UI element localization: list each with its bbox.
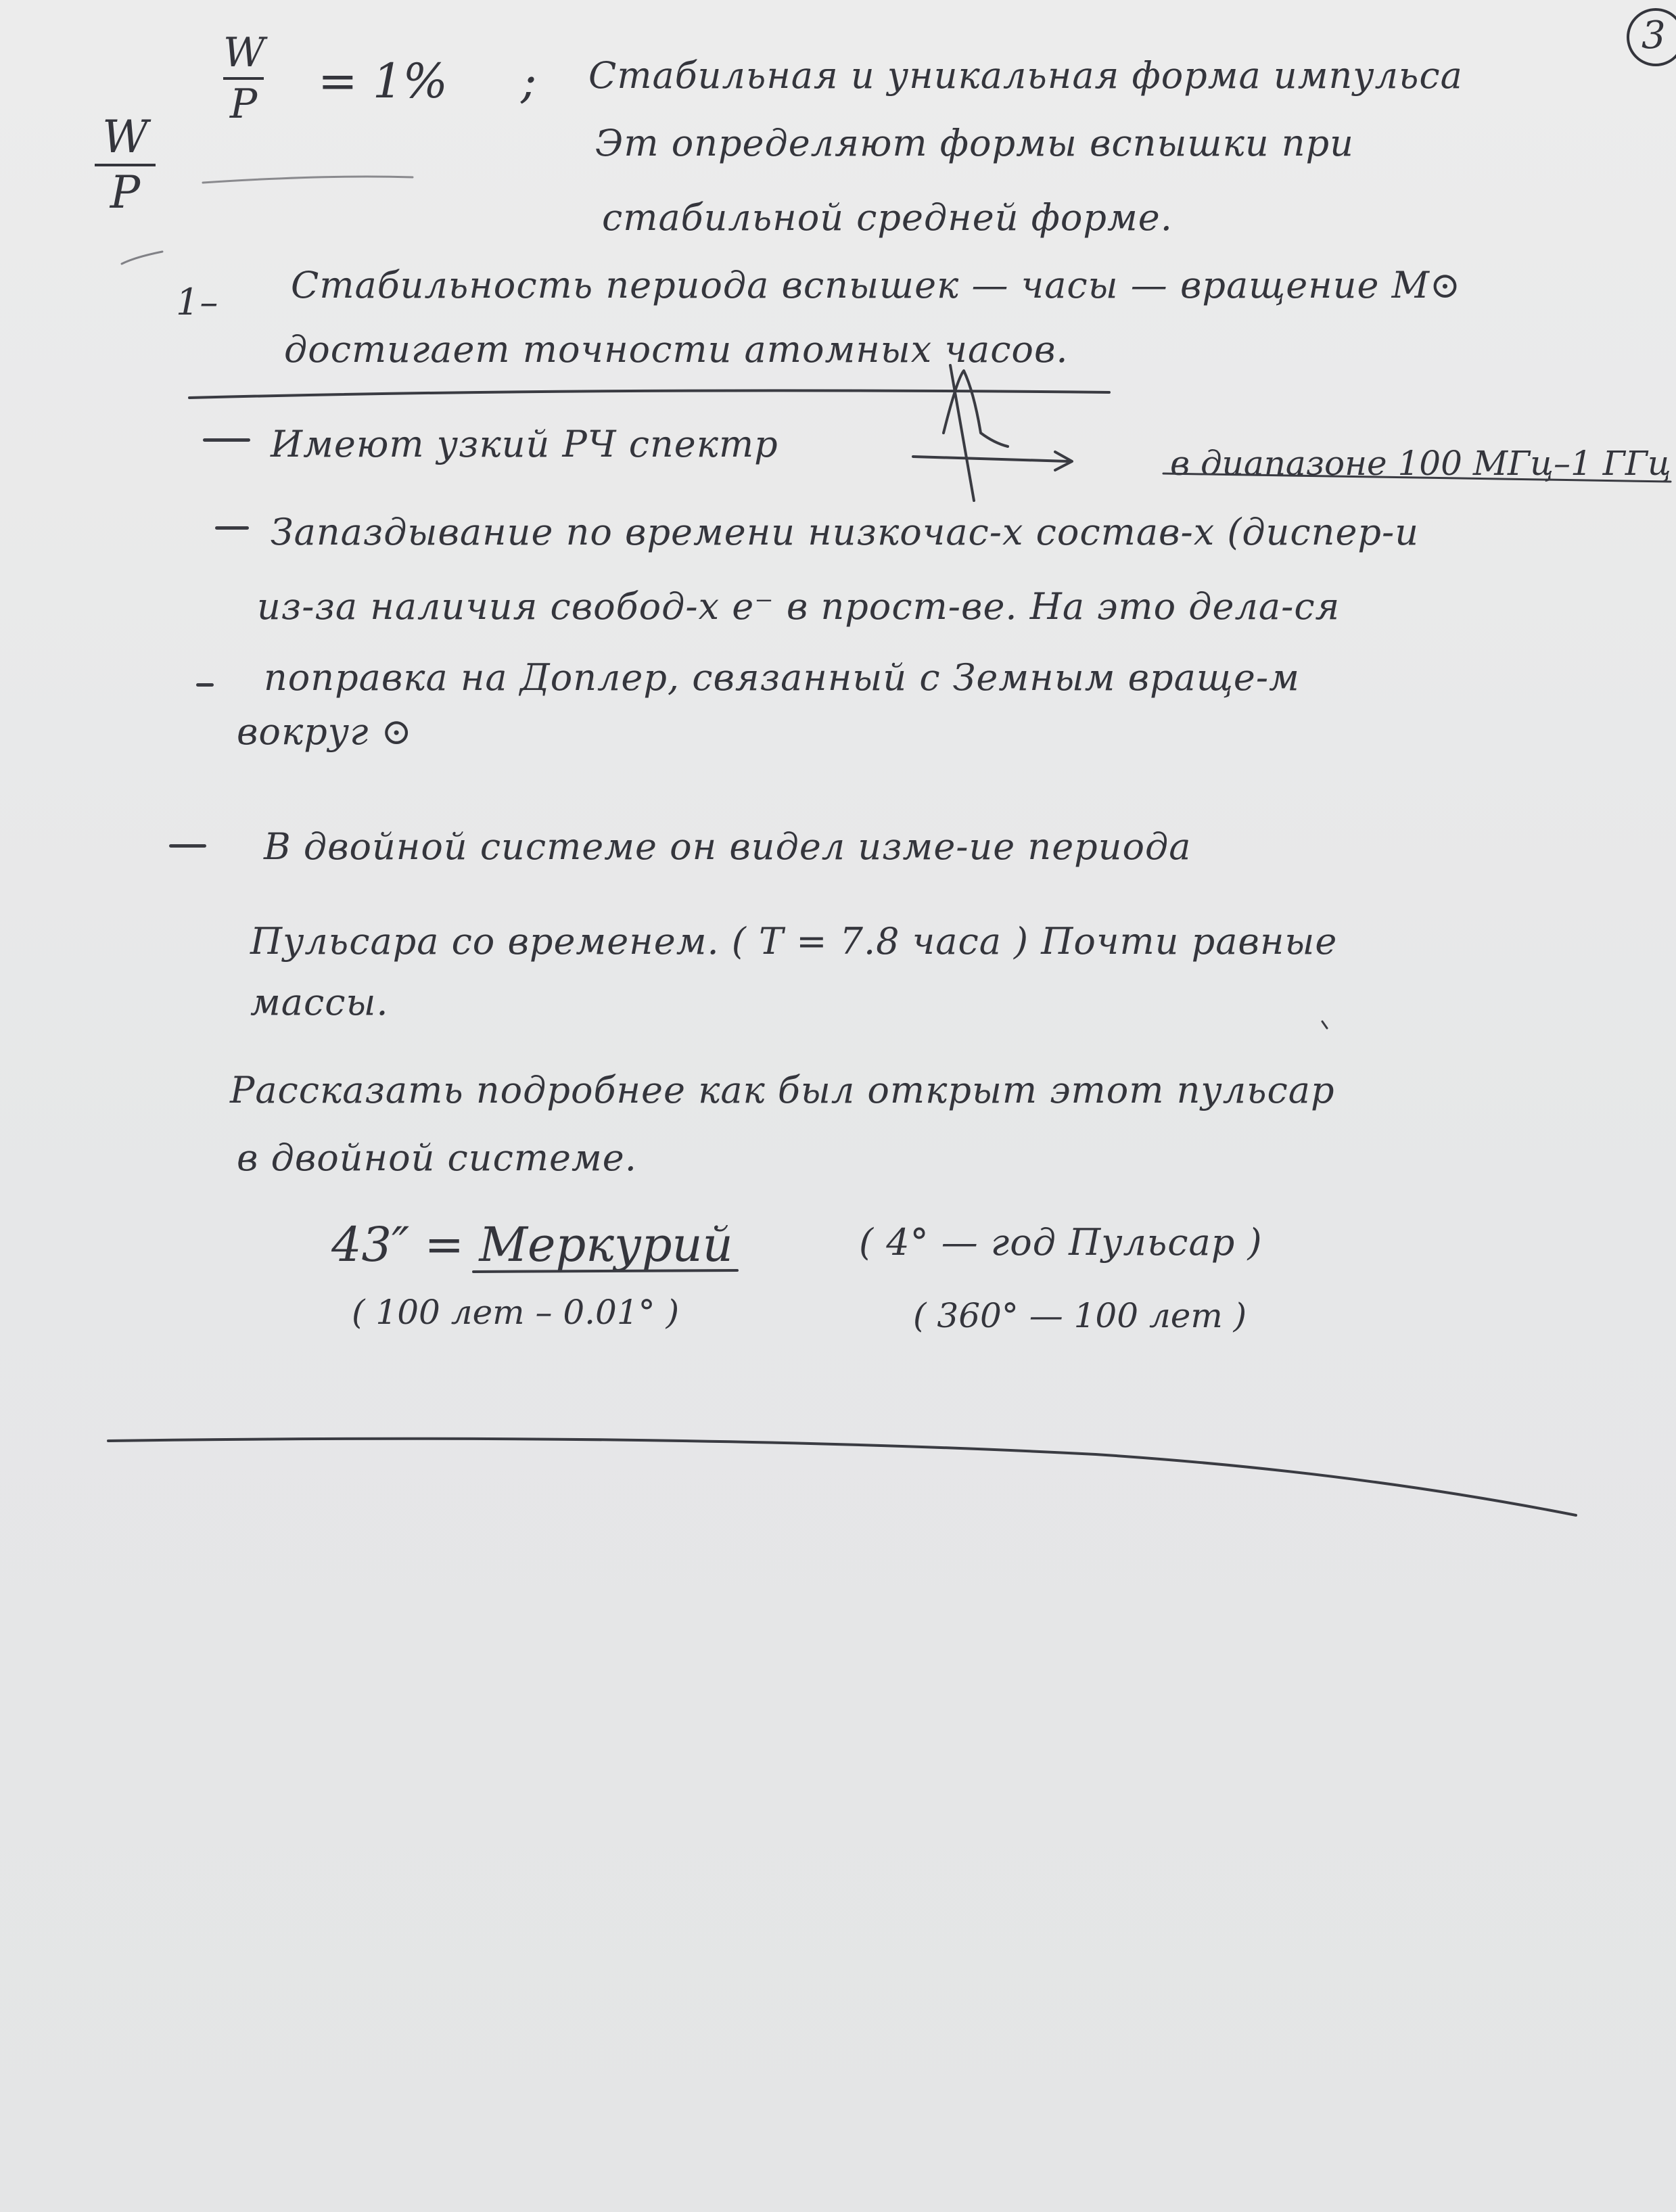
text-line-4: Стабильность периода вспышек — часы — вращение М⊙ — [291, 264, 1462, 306]
text-line-5: достигает точности атомных часов. — [284, 328, 1069, 371]
ratio-denominator: P — [229, 80, 258, 128]
text-line-10: вокруг ⊙ — [237, 710, 413, 753]
ratio-value: = 1% — [318, 53, 448, 109]
margin-denominator: P — [110, 166, 141, 218]
ratio-separator: ; — [521, 53, 537, 109]
mercury-equation: 43″ = Меркурий — [331, 1217, 733, 1272]
margin-stroke — [122, 252, 162, 264]
page-number: 3 — [1627, 8, 1676, 66]
text-line-7: Запаздывание по времени низкочас-х состав-х (диспер-и — [271, 511, 1419, 553]
text-line-8: из-за наличия свобод-х e⁻ в прост-ве. На это дела-ся — [257, 585, 1341, 628]
bottom-divider-line — [108, 1439, 1576, 1515]
strike-line — [1163, 474, 1671, 482]
margin-numerator: W — [102, 111, 148, 163]
text-line-2: Эт определяют формы вспышки при — [595, 122, 1354, 164]
margin-marker-1: 1– — [176, 281, 219, 323]
pulsar-equation-note: ( 360° — 100 лет ) — [913, 1296, 1247, 1335]
text-line-11: В двойной системе он видел изме-ие периода — [264, 825, 1192, 868]
text-line-6: Имеют узкий РЧ спектр — [271, 423, 778, 465]
text-line-15: в двойной системе. — [237, 1136, 637, 1179]
mercury-equation-note: ( 100 лет – 0.01° ) — [352, 1293, 680, 1332]
ratio-numerator: W — [223, 29, 265, 76]
text-line-14: Рассказать подробнее как был открыт этот пульсар — [230, 1069, 1335, 1111]
text-line-3: стабильной средней форме. — [602, 196, 1173, 239]
text-line-1: Стабильная и уникальная форма импульса — [588, 54, 1463, 97]
text-line-13: массы. — [250, 981, 389, 1023]
margin-stroke — [203, 177, 413, 183]
spectrum-axis-x — [913, 452, 1072, 470]
underline — [473, 1270, 737, 1272]
pulsar-equation: ( 4° — год Пульсар ) — [859, 1221, 1263, 1264]
text-line-9: поправка на Доплер, связанный с Земным враще-м — [264, 656, 1300, 699]
text-line-12: Пульсара со временем. ( T = 7.8 часа ) Почти равные — [250, 920, 1338, 963]
tick-mark — [1322, 1021, 1327, 1028]
text-line-6b: в диапазоне 100 МГц–1 ГГц — [1170, 444, 1671, 483]
